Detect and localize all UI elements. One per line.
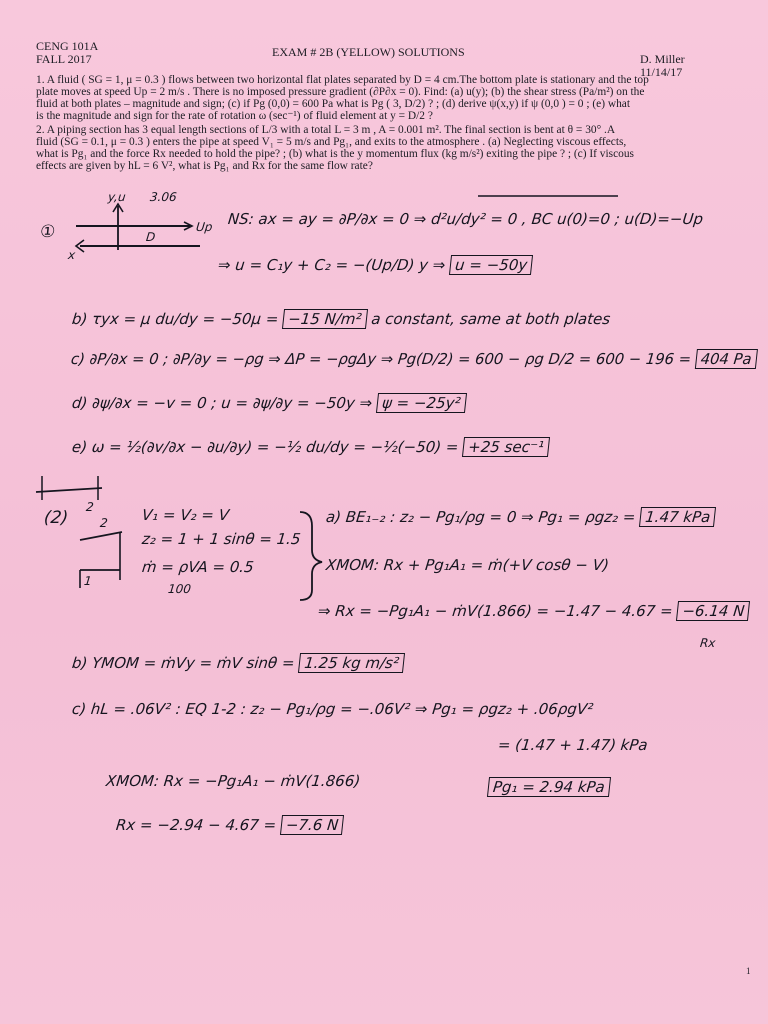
p1-solution-d: d) ∂ψ/∂x = −v = 0 ; u = ∂ψ/∂y = −50y ⇒ ψ = −25y² [71, 394, 466, 412]
page-number: 1 [746, 966, 751, 976]
answer-box-2b: 1.25 kg m/s² [298, 653, 405, 673]
p1-solution-e: e) ω = ½(∂v/∂x − ∂u/∂y) = −½ du/dy = −½(−50) = +25 sec⁻¹ [71, 438, 550, 456]
course-code: CENG 101A [36, 39, 99, 53]
problem2-line: effects are given by hL = 6 V², what is Pg₁ and Rx for the same flow rate? [36, 160, 373, 172]
margin-note: 3.06 [149, 190, 178, 204]
p1-solution-b: b) τyx = μ du/dy = −50μ = −15 N/m² a constant, same at both plates [71, 310, 612, 328]
rx-tag: Rx [699, 636, 717, 650]
p2-c-rx: Rx = −2.94 − 4.67 = −7.6 N [115, 816, 344, 834]
sketch-point-1: 1 [83, 574, 93, 588]
author: D. Miller [640, 52, 685, 66]
problem2-line: what is Pg₁ and the force Rx needed to hold the pipe? ; (b) what is the y momentum flux (kg m/s²) exiting the pipe ? ; (c) If viscous [36, 148, 634, 160]
p2-solution-a: a) BE₁₋₂ : z₂ − Pg₁/ρg = 0 ⇒ Pg₁ = ρgz₂ = 1.47 kPa [325, 508, 716, 526]
p2-given-height: z₂ = 1 + 1 sinθ = 1.5 [141, 530, 302, 548]
answer-box-d: ψ = −25y² [376, 393, 467, 413]
p2-c-xmom: XMOM: Rx = −Pg₁A₁ − ṁV(1.866) [105, 772, 362, 790]
sketch-label-x: x [67, 248, 76, 262]
problem1-line: plate moves at speed Up = 2 m/s . There is no imposed pressure gradient (∂P∂x = 0). Find: (a) u(y); (b) the shear stress (Pa/m²) on the [36, 86, 645, 98]
p2-given-massflow: ṁ = ρVA = 0.5 [141, 558, 255, 576]
p2-solution-b: b) YMOM = ṁVy = ṁV sinθ = 1.25 kg m/s² [71, 654, 405, 672]
answer-box-2c1: Pg₁ = 2.94 kPa [487, 777, 611, 797]
p2-c-pg1 [487, 778, 611, 796]
p2-given-massflow-sub: 100 [167, 582, 192, 596]
answer-box-a: u = −50y [449, 255, 533, 275]
answer-box-e: +25 sec⁻¹ [462, 437, 550, 457]
sketch-label-y: y,u [107, 190, 127, 204]
answer-box-2a2: −6.14 N [676, 601, 750, 621]
sketch-point-2b: 2 [99, 516, 109, 530]
p2-solution-c: c) hL = .06V² : EQ 1-2 : z₂ − Pg₁/ρg = −.06V² ⇒ Pg₁ = ρgz₂ + .06ρgV² [71, 700, 595, 718]
p1-navier-stokes: NS: ax = ay = ∂P/∂x = 0 ⇒ d²u/dy² = 0 , BC u(0)=0 ; u(D)=−Up [227, 210, 704, 228]
p2-given-velocity: V₁ = V₂ = V [141, 506, 230, 524]
p2-rx: ⇒ Rx = −Pg₁A₁ − ṁV(1.866) = −1.47 − 4.67 = −6.14 N [317, 602, 750, 620]
problem2-line: fluid (SG = 0.1, μ = 0.3 ) enters the pipe at speed V₁ = 5 m/s and Pg₁, and exits to the atmosphere . (a) Neglecting viscous effects, [36, 136, 627, 148]
sketch-label-up: Up [195, 220, 214, 234]
p2-c-sum: = (1.47 + 1.47) kPa [497, 736, 649, 754]
problem1-label: ① [38, 222, 57, 242]
term: FALL 2017 [36, 52, 92, 66]
problem1-line: 1. A fluid ( SG = 1, μ = 0.3 ) flows between two horizontal flat plates separated by D = 4 cm.The bottom plate is stationary and the top [36, 74, 649, 86]
sketch-point-2: 2 [85, 500, 95, 514]
answer-box-b: −15 N/m² [282, 309, 367, 329]
answer-box-2a1: 1.47 kPa [639, 507, 716, 527]
sketch-label-d: D [145, 230, 156, 244]
problem1-line: is the magnitude and sign for the rate of rotation ω (sec⁻¹) of fluid element at y = D/2 ? [36, 110, 433, 122]
p1-solution-a: ⇒ u = C₁y + C₂ = −(Up/D) y ⇒ u = −50y [217, 256, 533, 274]
exam-title: EXAM # 2B (YELLOW) SOLUTIONS [272, 45, 465, 59]
problem1-line: fluid at both plates – magnitude and sign; (c) if Pg (0,0) = 600 Pa what is Pg ( 3, D/2) ? ; (d) derive ψ(x,y) if ψ (0,0 ) = 0 ; (e) what [36, 98, 630, 110]
answer-box-2c2: −7.6 N [280, 815, 345, 835]
p2-xmom: XMOM: Rx + Pg₁A₁ = ṁ(+V cosθ − V) [325, 556, 610, 574]
problem2-line: 2. A piping section has 3 equal length sections of L/3 with a total L = 3 m , A = 0.001 m². The final section is bent at θ = 30° .A [36, 124, 616, 136]
p1-solution-c: c) ∂P/∂x = 0 ; ∂P/∂y = −ρg ⇒ ΔP = −ρgΔy ⇒ Pg(D/2) = 600 − ρg D/2 = 600 − 196 = 404 Pa [70, 350, 757, 368]
date: 11/14/17 [640, 65, 683, 79]
answer-box-c: 404 Pa [695, 349, 758, 369]
problem2-label: (2) [42, 508, 70, 528]
